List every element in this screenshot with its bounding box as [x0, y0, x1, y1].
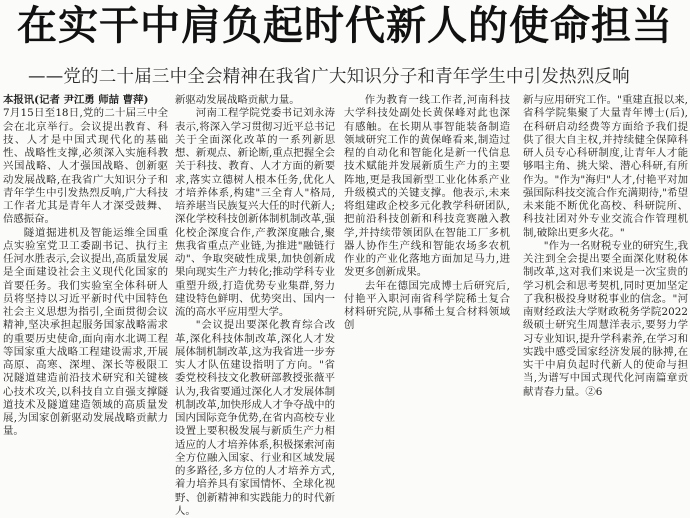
body-paragraph: 去年在德国完成博士后研究后,付艳平入职河南省科学院稀土复合材料研究院,从事稀土复合材料领域创 [344, 279, 510, 332]
byline-paragraph [3, 94, 168, 227]
body-paragraph: 新驱动发展战略贡献力量。 [175, 94, 300, 106]
headline: 在实干中肩负起时代新人的使命担当 [17, 3, 673, 49]
body-paragraph: 新与应用研究工作。"重建直报以来,省科学院集聚了大量青年博士(后),在科研启动经费等方面给予我们提供了很大自主权,并持续健全保障科研人员专心科研制度,让青年人才能够唱主角、挑大梁、潜心科研,有所作为。"作为"海归"人才,付艳平对加强国际科技交流合作充满期待,"希望未来能不断优化高校、科研院所、科技社团对外专业交流合作管理机制,破除出更多火花。" [523, 94, 688, 239]
body-paragraph: "作为一名财税专业的研究生,我关注到全会提出要全面深化财税体制改革,这对我们来说是一次宝贵的学习机会和思考契机,同时更加坚定了我积极投身财税事业的信念。"河南财经政法大学财政税务学院2022级硕士研究生周慧洋表示,要努力学习专业知识,提升学科素养,在学习和实践中感受国家经济发展的脉搏,在实干中肩负起时代新人的使命与担当,为谱写中国式现代化河南篇章贡献青春力量。②6 [523, 239, 688, 398]
column-4 [523, 94, 688, 401]
byline: 本报讯(记者 尹江勇 师喆 曹萍) [3, 94, 149, 106]
body-paragraph: 作为教育一线工作者,河南科技大学科技处副处长黄保峰对此也深有感触。在长期从事智能装备制造领域研究工作的黄保峰看来,制造过程的自动化和智能化是新一代信息技术赋能并发展新质生产力的主要阵地,更是我国新型工业化体系产业升级模式的关键支撑。他表示,未来将组建政企校多元化教学科研团队,把前沿科技创新和科技竞赛融入教学,并持续带领团队在智能工厂多机器人协作生产线和智能农场多农机作业的产业化落地方面加足马力,进发更多创新成果。 [344, 94, 510, 279]
subheadline: ——党的二十届三中全会精神在我省广大知识分子和青年学生中引发热烈反响 [28, 67, 630, 87]
column-3 [344, 94, 510, 401]
column-1 [3, 94, 168, 438]
body-paragraph: 隧道掘进机及智能运维全国重点实验室党卫工委副书记、执行主任河水胜表示,会议提出,高质量发展是全面建设社会主义现代化国家的首要任务。我们实验室全体科研人员将坚持以习近平新时代中国特色社会主义思想为指引,全面贯彻会议精神,坚决承担起服务国家战略需求的重要历史使命,面向南水北调工程等国家重大战略工程建设需求,开展高原、高寒、深埋、深长等极限工况隧道建造前沿技术研究和关键核心技术攻关,以科技自立自强支撑隧道技术及隧道建造领域的高质量发展,为国家创新驱动发展战略贡献力量。 [3, 226, 168, 438]
body-paragraph: "会议提出要深化教育综合改革,深化科技体制改革,深化人才发展体制机制改革,这为我省进一步夯实人才队伍建设指明了方向。"省委党校科技文化教研部教授张薇平认为,我省要通过深化人才发展体制机制改革,加快形成人才争夺战中的国内国际竞争优势,在省内高校专业设置上要积极发展与新质生产力相适应的人才培养体系,积极探索河南全方位融入国家、行业和区域发展的多路径,多方位的人才培养方式,着力培养具有家国情怀、全球化视野、创新精神和实践能力的时代新人。 [175, 319, 335, 517]
body-paragraph: 河南工程学院党委书记刘永涛表示,将深入学习贯彻习近平总书记关于全面深化改革的一系列新思想、新观点、新论断,重点把握全会关于科技、教育、人才方面的新要求,落实立德树人根本任务,优化人才培养体系,构建"三全育人"格局,培养堪当民族复兴大任的时代新人;深化学校科技创新体制机制改革,强化校企深度合作,产教深度融合,聚焦我省重点产业链,为推进"融链行动"、争取突破性成果,加快创新成果向现实生产力转化;推动学科专业重塑升级,打造优势专业集群,努力建设特色鲜明、优势突出、国内一流的高水平应用型大学。 [175, 107, 335, 318]
body-paragraph: 7月15日至18日,党的二十届三中全会在北京举行。会议提出教育、科技、人才是中国式现代化的基础性、战略性支撑,必须深入实施科教兴国战略、人才强国战略、创新驱动发展战略,在我省广大知识分子和青年学生中引发热烈反响,广大科技工作者尤其是青年人才深受鼓舞、倍感振奋。 [3, 107, 168, 226]
column-2 [175, 94, 335, 517]
